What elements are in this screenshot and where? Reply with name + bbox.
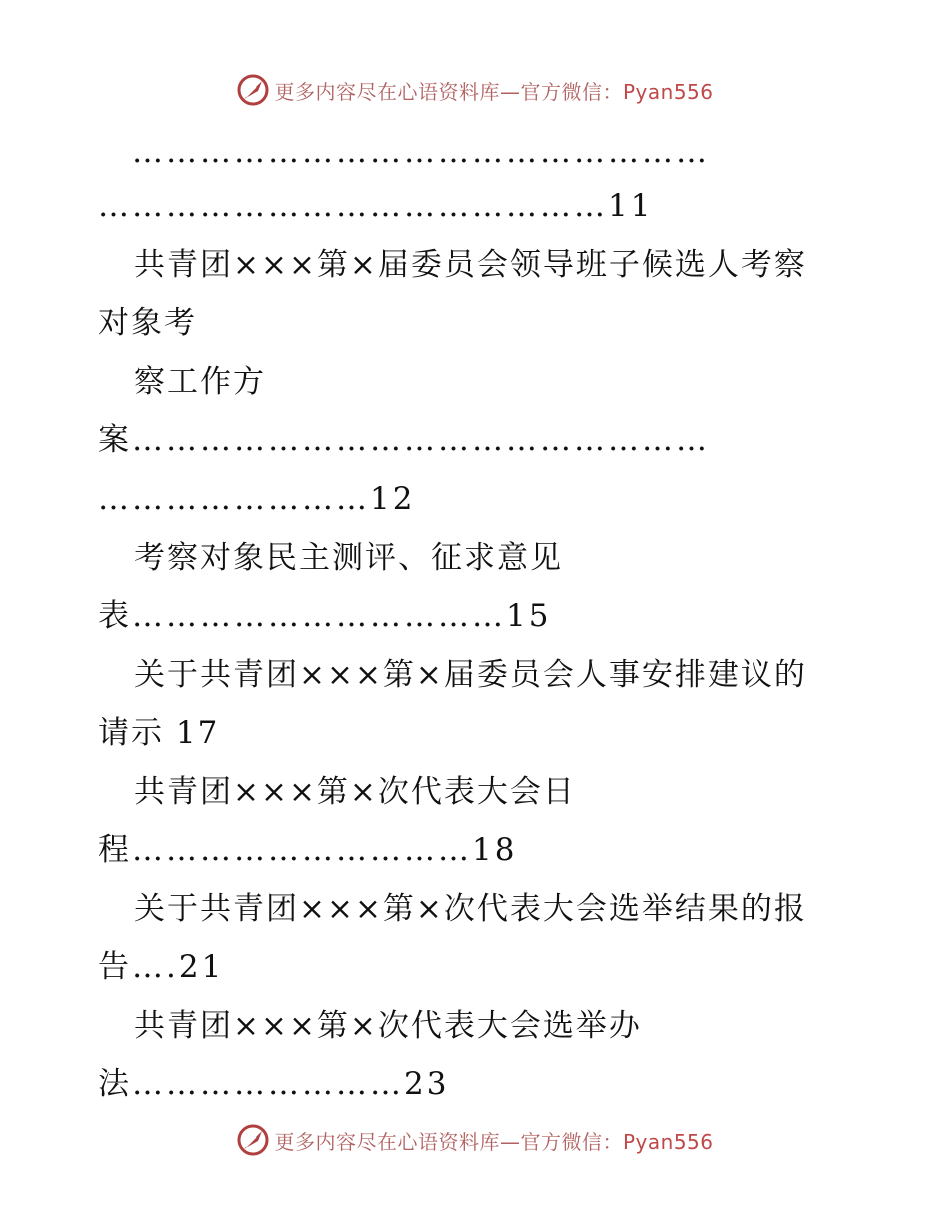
quill-seal-logo-icon	[236, 1123, 270, 1157]
watermark-header	[0, 70, 950, 110]
toc-line: 案……………………………………………	[98, 422, 710, 458]
toc-entry-title: 关于共青团×××第×届委员会人事安排建议的	[134, 657, 807, 693]
watermark-id: Pyan556	[622, 1129, 714, 1154]
toc-entry-title: 请示 17	[98, 715, 220, 751]
watermark-text: 更多内容尽在心语资料库—官方微信：	[274, 79, 623, 104]
toc-line: ……………………………………………	[132, 134, 710, 170]
toc-entry-title: 察工作方	[134, 364, 266, 400]
toc-line: 程…………………………18	[98, 832, 518, 868]
toc-line: ………………………………………11	[98, 188, 654, 224]
toc-entry-title: 共青团×××第×届委员会领导班子候选人考察	[134, 247, 807, 283]
toc-entry-title: 关于共青团×××第×次代表大会选举结果的报	[134, 891, 807, 927]
toc-entry-title: 对象考	[98, 305, 197, 341]
toc-entry-title: 考察对象民主测评、征求意见	[134, 540, 563, 576]
toc-line: 表……………………………15	[98, 598, 552, 634]
toc-line: 法……………………23	[98, 1066, 450, 1102]
toc-line: ……………………12	[98, 481, 416, 517]
toc-entry-title: 共青团×××第×次代表大会日	[134, 774, 576, 810]
toc-line: 告….21	[98, 949, 225, 985]
toc-entry-title: 共青团×××第×次代表大会选举办	[134, 1008, 642, 1044]
watermark-text: 更多内容尽在心语资料库—官方微信：	[274, 1129, 623, 1154]
watermark-footer	[0, 1120, 950, 1160]
quill-seal-logo-icon	[236, 73, 270, 107]
watermark-id: Pyan556	[622, 79, 714, 104]
